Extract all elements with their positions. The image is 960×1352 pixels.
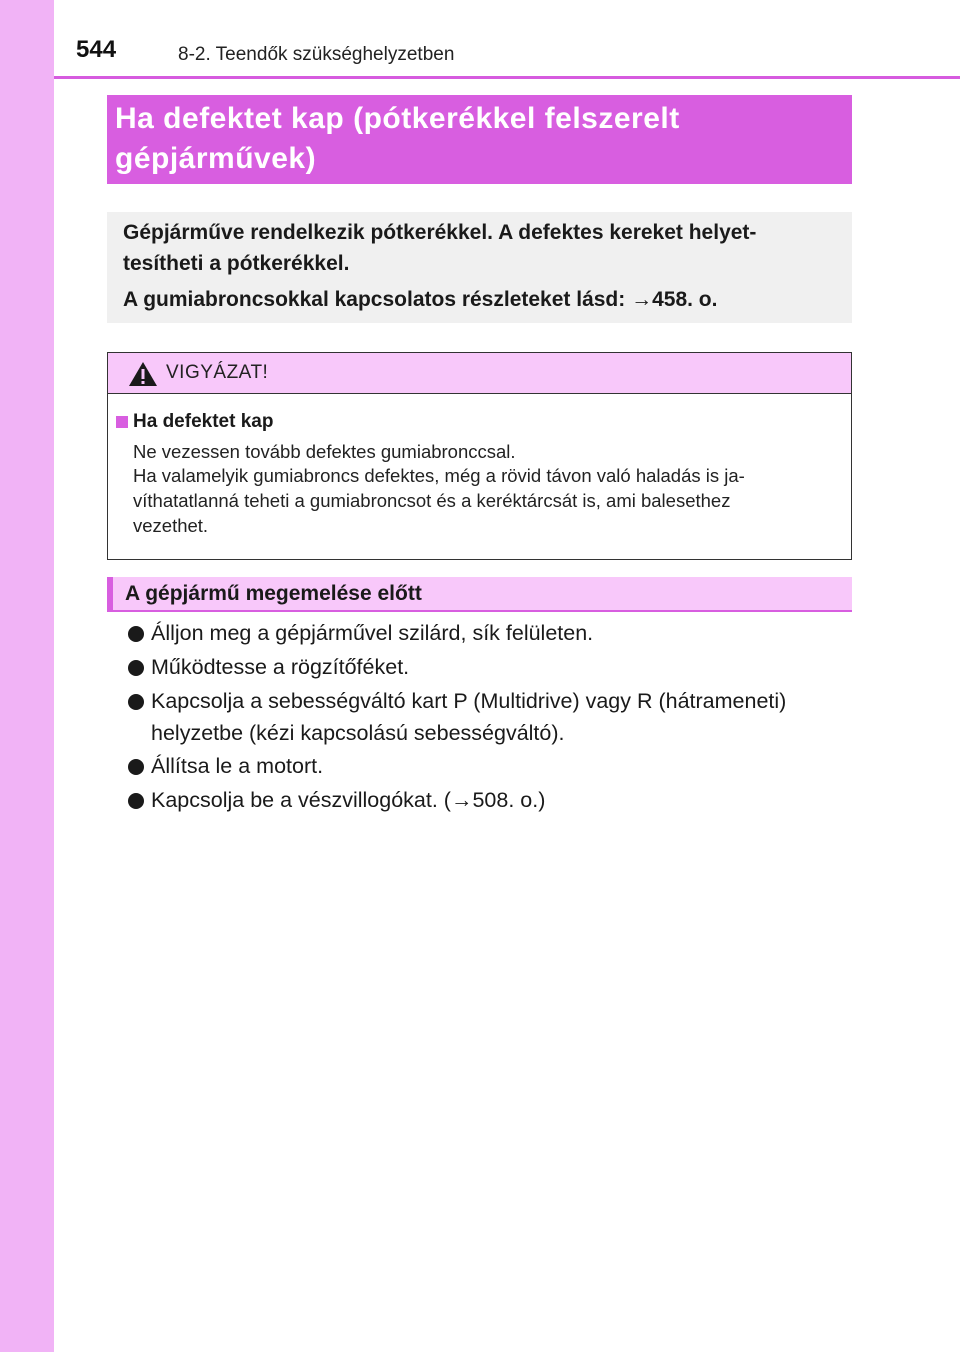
square-bullet-icon: [116, 416, 128, 428]
list-item-text: Kapcsolja a sebességváltó kart P (Multidrive) vagy R (hátrameneti): [151, 689, 787, 713]
warning-line: Ne vezessen tovább defektes gumiabronccsal.: [133, 441, 516, 462]
warning-line: vezethet.: [133, 515, 209, 536]
list-item-text: Álljon meg a gépjárművel szilárd, sík felületen.: [151, 621, 594, 645]
intro-line-3: A gumiabroncsokkal kapcsolatos részleteket lásd: →458. o.: [123, 288, 718, 311]
bullet-dot-icon: [128, 626, 144, 642]
bullet-dot-icon: [128, 793, 144, 809]
title-line-1: Ha defektet kap (pótkerékkel felszerelt: [115, 102, 680, 135]
warning-subheading: Ha defektet kap: [133, 411, 274, 432]
warning-triangle-icon: [128, 361, 158, 387]
title-banner: [107, 95, 852, 184]
warning-line: Ha valamelyik gumiabroncs defektes, még a rövid távon való haladás is ja-: [133, 465, 745, 486]
list-item-text: helyzetbe (kézi kapcsolású sebességváltó).: [151, 721, 565, 745]
warning-label: VIGYÁZAT!: [166, 362, 269, 383]
intro-line-1: Gépjárműve rendelkezik pótkerékkel. A defektes kereket helyet-: [123, 221, 757, 244]
side-strip: [0, 0, 54, 1352]
subsection-title: A gépjármű megemelése előtt: [125, 582, 422, 605]
intro-box: [107, 212, 852, 323]
warning-box: [107, 352, 852, 560]
title-line-2: gépjárművek): [115, 142, 317, 175]
warning-header: [108, 353, 851, 394]
bullet-dot-icon: [128, 660, 144, 676]
bullet-dot-icon: [128, 759, 144, 775]
list-item-text: Állítsa le a motort.: [151, 754, 324, 778]
intro-line-2: tesítheti a pótkerékkel.: [123, 252, 350, 275]
page-number: 544: [76, 36, 117, 63]
section-reference: 8-2. Teendők szükséghelyzetben: [178, 44, 455, 65]
bullet-dot-icon: [128, 694, 144, 710]
subsection-accent-bar: [107, 577, 113, 612]
page-title: [115, 99, 844, 179]
warning-line: víthatatlanná teheti a gumiabroncsot és a keréktárcsát is, ami balesethez: [133, 490, 731, 511]
list-item-text: Kapcsolja be a vészvillogókat. (→508. o.): [151, 788, 546, 812]
list-item-text: Működtesse a rögzítőféket.: [151, 655, 410, 679]
subsection-header: [107, 577, 852, 612]
header-divider: [54, 76, 960, 79]
